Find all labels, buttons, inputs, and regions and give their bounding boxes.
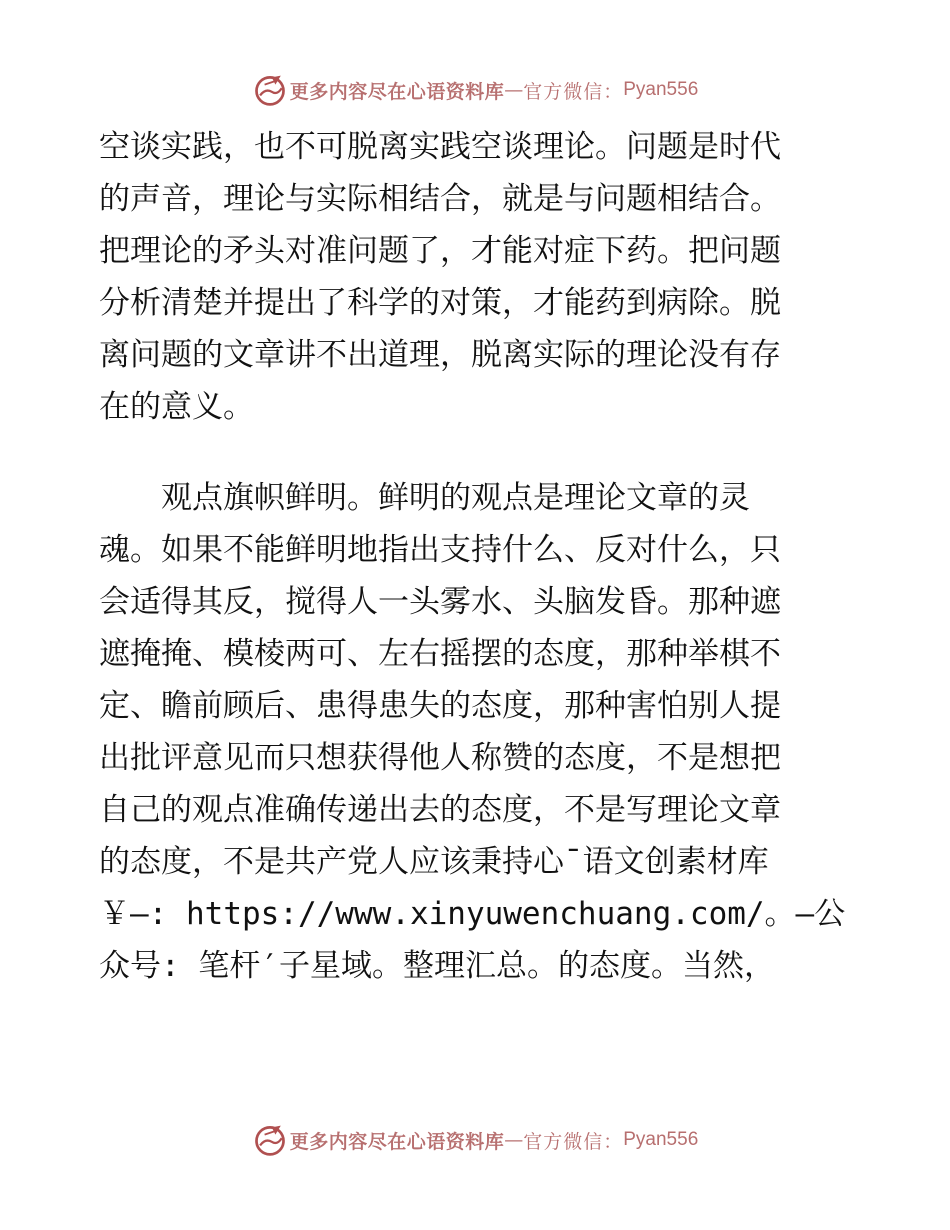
text-line: 众号: 笔杆′子星域。整理汇总。的态度。当然， (99, 948, 775, 984)
book-pen-logo-icon (252, 72, 288, 108)
banner-account: Pyan556 (623, 79, 699, 100)
text-line: 魂。如果不能鲜明地指出支持什么、反对什么，只 (99, 532, 781, 568)
text-line: 观点旗帜鲜明。鲜明的观点是理论文章的灵 (99, 480, 750, 516)
paragraph-2 (99, 472, 859, 992)
banner-label: 官方微信： (523, 80, 624, 103)
text-line: 空谈实践，也不可脱离实践空谈理论。问题是时代 (99, 129, 781, 165)
banner-separator: — (504, 79, 524, 101)
text-line: 的态度，不是共产党人应该秉持心¯语文创素材库 (99, 844, 769, 880)
footer-watermark (0, 1120, 950, 1160)
text-line: 把理论的矛头对准问题了，才能对症下药。把问题 (99, 233, 781, 269)
banner-main-text: 更多内容尽在心语资料库 (289, 80, 505, 103)
banner-account: Pyan556 (623, 1129, 699, 1150)
banner-main-text: 更多内容尽在心语资料库 (289, 1130, 505, 1153)
text-line: ￥—: https://www.xinyuwenchuang.com/。—公 (99, 896, 846, 932)
paragraph-gap (99, 433, 859, 472)
book-pen-logo-icon (252, 1122, 288, 1158)
text-line: 分析清楚并提出了科学的对策，才能药到病除。脱 (99, 285, 781, 321)
text-line: 的声音，理论与实际相结合，就是与问题相结合。 (99, 181, 781, 217)
header-watermark (0, 70, 950, 110)
document-body (99, 121, 859, 992)
text-line: 会适得其反，搅得人一头雾水、头脑发昏。那种遮 (99, 584, 781, 620)
text-line: 出批评意见而只想获得他人称赞的态度，不是想把 (99, 740, 781, 776)
text-line: 离问题的文章讲不出道理，脱离实际的理论没有存 (99, 337, 781, 373)
text-line: 定、瞻前顾后、患得患失的态度，那种害怕别人提 (99, 688, 781, 724)
text-line: 遮掩掩、模棱两可、左右摇摆的态度，那种举棋不 (99, 636, 781, 672)
paragraph-1 (99, 121, 859, 433)
banner-separator: — (504, 1129, 524, 1151)
banner-label: 官方微信： (523, 1130, 624, 1153)
text-line: 在的意义。 (99, 389, 254, 425)
text-line: 自己的观点准确传递出去的态度，不是写理论文章 (99, 792, 781, 828)
